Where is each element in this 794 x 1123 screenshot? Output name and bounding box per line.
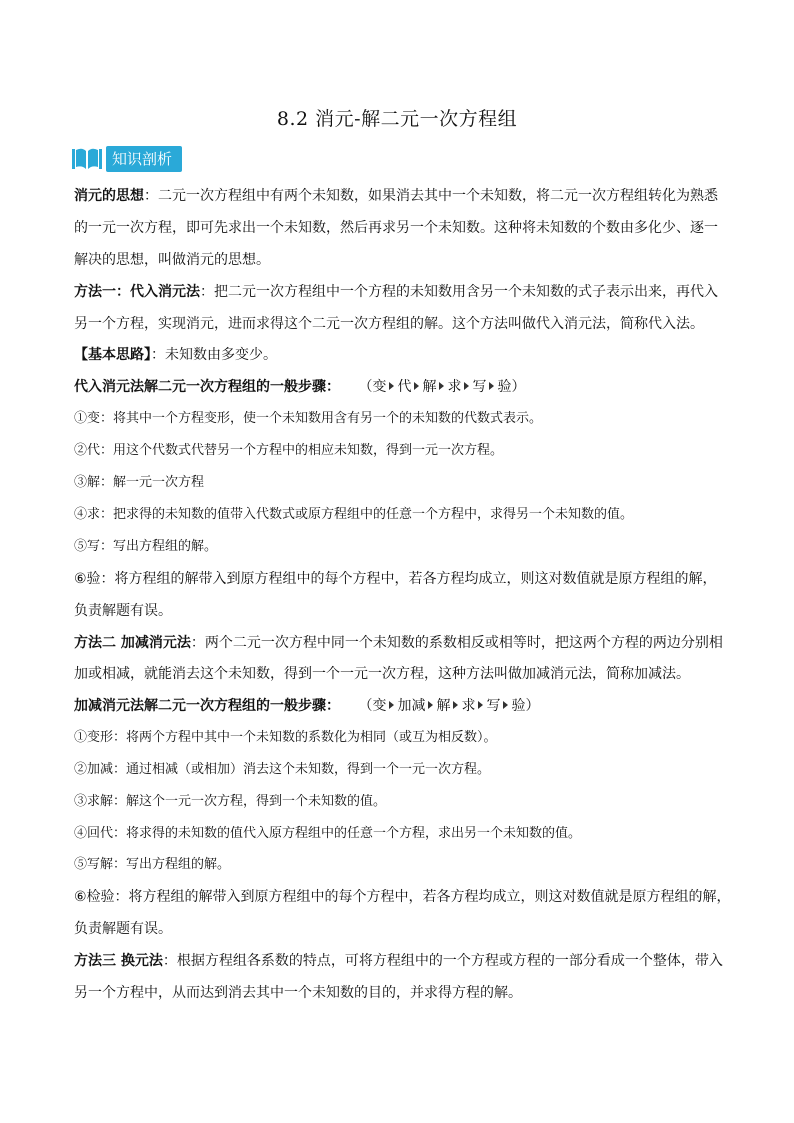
method2-term: 方法二 加减消元法 [74,635,191,651]
method1-steps-heading: 代入消元法解二元一次方程组的一般步骤： （变 代 解 求 写 验） [74,379,526,395]
page-title: 8.2 消元-解二元一次方程组 [276,108,518,130]
method1-line-1: 方法一：代入消元法：把二元一次方程组中一个方程的未知数用含另一个未知数的式子表示出来，再代入 [74,284,718,300]
method1-step-5: ⑤写：写出方程组的解。 [74,539,218,554]
method1-basic-idea: 【基本思路】：未知数由多变少。 [74,347,277,363]
method1-step-4: ④求：把求得的未知数的值带入代数式或原方程组中的任意一个方程中，求得另一个未知数的值。 [74,507,634,522]
open-book-icon [72,147,102,171]
method1-flow: （变 代 解 求 写 验） [358,379,526,395]
intro-term: 消元的思想 [74,188,144,204]
method1-step-3: ③解：解一元一次方程 [74,475,205,490]
method1-step-1: ①变：将其中一个方程变形，使一个未知数用含有另一个的未知数的代数式表示。 [74,411,543,426]
method1-step-6-line-1: ⑥验：将方程组的解带入到原方程组中的每个方程中，若各方程均成立，则这对数值就是原方程组的解， [74,571,717,587]
method2-step-3: ③求解：解这个一元一次方程，得到一个未知数的值。 [74,794,387,809]
method3-line-1: 方法三 换元法：根据方程组各系数的特点，可将方程组中的一个方程或方程的一部分看成一个整体，带入 [74,953,723,969]
method1-line-2: 另一个方程，实现消元，进而求得这个二元一次方程组的解。这个方法叫做代入消元法，简称代入法。 [74,316,704,332]
method2-line-1: 方法二 加减消元法：两个二元一次方程中同一个未知数的系数相反或相等时，把这两个方程的两边分别相 [74,635,723,651]
method2-step-6-line-1: ⑥检验：将方程组的解带入到原方程组中的每个方程中，若各方程均成立，则这对数值就是原方程组的解， [74,889,731,905]
method1-step-6-line-2: 负责解题有误。 [74,603,172,619]
method1-step-2: ②代：用这个代数式代替另一个方程中的相应未知数，得到一元一次方程。 [74,443,504,458]
section-badge-label: 知识剖析 [106,146,182,172]
method2-step-6-line-2: 负责解题有误。 [74,921,172,937]
method3-line-2: 另一个方程中，从而达到消去其中一个未知数的目的，并求得方程的解。 [74,985,522,1001]
method2-step-5: ⑤写解：写出方程组的解。 [74,857,231,872]
method2-steps-heading: 加减消元法解二元一次方程组的一般步骤： （变 加减 解 求 写 验） [74,698,540,714]
method2-step-1: ①变形：将两个方程中其中一个未知数的系数化为相同（或互为相反数）。 [74,730,497,745]
section-badge [72,145,182,173]
method2-step-4: ④回代：将求得的未知数的值代入原方程组中的任意一个方程，求出另一个未知数的值。 [74,826,582,841]
method3-term: 方法三 换元法 [74,953,163,969]
method2-line-2: 加或相减，就能消去这个未知数，得到一个一元一次方程，这种方法叫做加减消元法，简称加减法。 [74,666,690,682]
method2-flow: （变 加减 解 求 写 验） [358,698,540,714]
intro-line-1: 消元的思想：二元一次方程组中有两个未知数，如果消去其中一个未知数，将二元一次方程组转化为熟悉 [74,188,718,204]
intro-line-3: 解决的思想，叫做消元的思想。 [74,252,270,268]
intro-line-2: 的一元一次方程，即可先求出一个未知数，然后再求另一个未知数。这种将未知数的个数由多化少、逐一 [74,220,718,236]
method2-step-2: ②加减：通过相减（或相加）消去这个未知数，得到一个一元一次方程。 [74,762,491,777]
method1-term: 方法一：代入消元法 [74,284,200,300]
